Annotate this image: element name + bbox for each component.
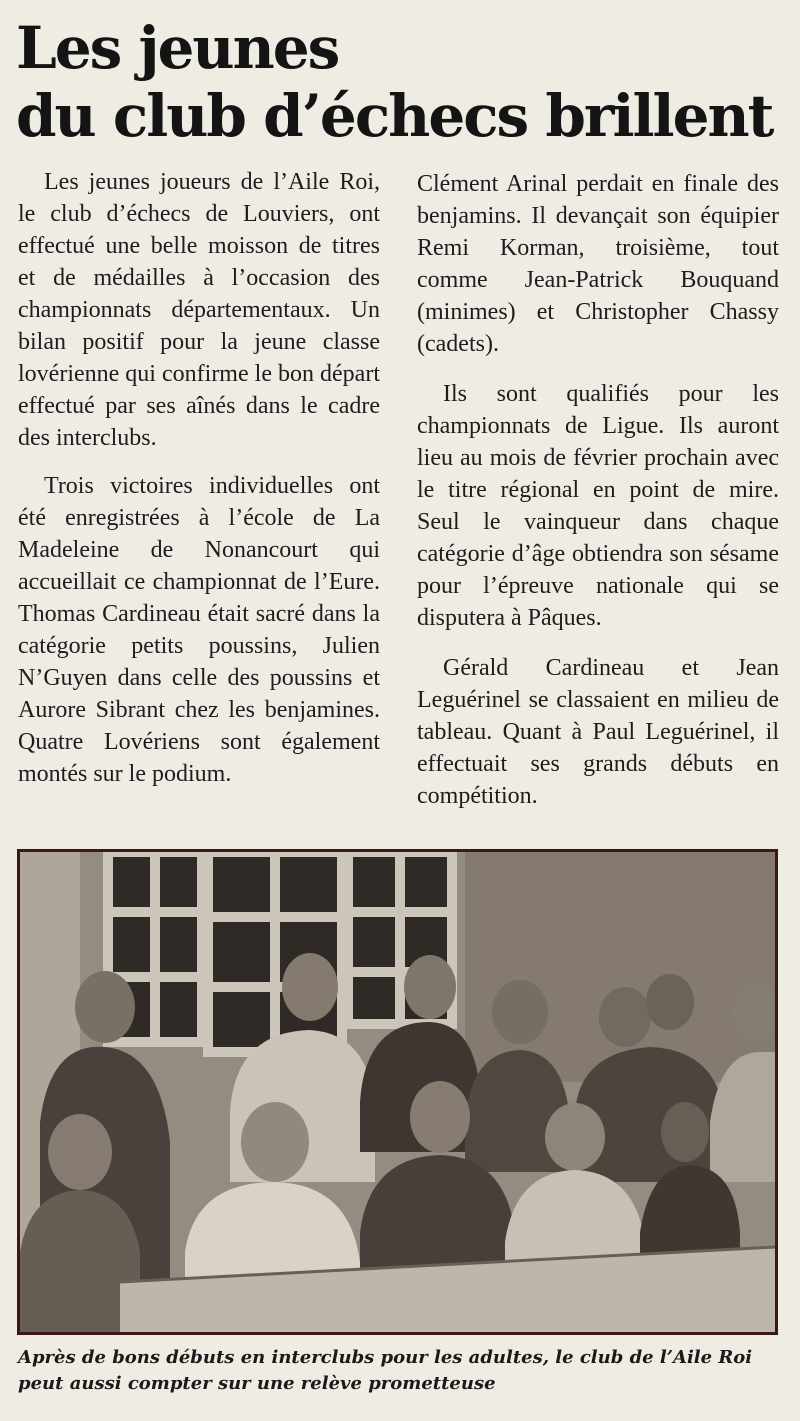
caption-line-2: peut aussi compter sur une relève prometteuse [18, 1373, 496, 1394]
paragraph: Gérald Cardineau et Jean Leguérinel se classaient en milieu de tableau. Quant à Paul Leguérinel, il effectuait ses grands débuts en compétition. [417, 655, 779, 809]
group-photo-icon [17, 849, 778, 1335]
photo-caption [18, 1345, 788, 1397]
caption-line-1: Après de bons débuts en interclubs pour les adultes, le club de l’Aile Roi [18, 1347, 753, 1368]
headline-line-2: du club d’échecs brillent [16, 82, 773, 150]
paragraph: Clément Arinal perdait en finale des benjamins. Il devançait son équipier Remi Korman, troisième, tout comme Jean-Patrick Bouquand (minimes) et Christopher Chassy (cadets). [417, 171, 779, 357]
headline-line-1: Les jeunes [16, 14, 339, 82]
article-column-right [417, 168, 779, 812]
paragraph: Les jeunes joueurs de l’Aile Roi, le club d’échecs de Louviers, ont effectué une belle moisson de titres et de médailles à l’occasion des championnats départementaux. Un bilan positif pour la jeune classe lovérienne qui confirme le bon départ effectué par ses aînés dans le cadre des interclubs. [18, 169, 380, 451]
paragraph: Trois victoires individuelles ont été enregistrées à l’école de La Madeleine de Nonancourt qui accueillait ce championnat de l’Eure. Thomas Cardineau était sacré dans la catégorie petits poussins, Julien N’Guyen dans celle des poussins et Aurore Sibrant chez les benjamines. Quatre Lovériens sont également montés sur le podium. [18, 473, 380, 787]
photo-illustration [20, 852, 775, 1332]
paragraph: Ils sont qualifiés pour les championnats de Ligue. Ils auront lieu au mois de février prochain avec le titre régional en point de mire. Seul le vainqueur dans chaque catégorie d’âge obtiendra son sésame pour l’épreuve nationale qui se disputera à Pâques. [417, 381, 779, 631]
article-column-left [18, 166, 380, 790]
article-headline [16, 14, 786, 150]
